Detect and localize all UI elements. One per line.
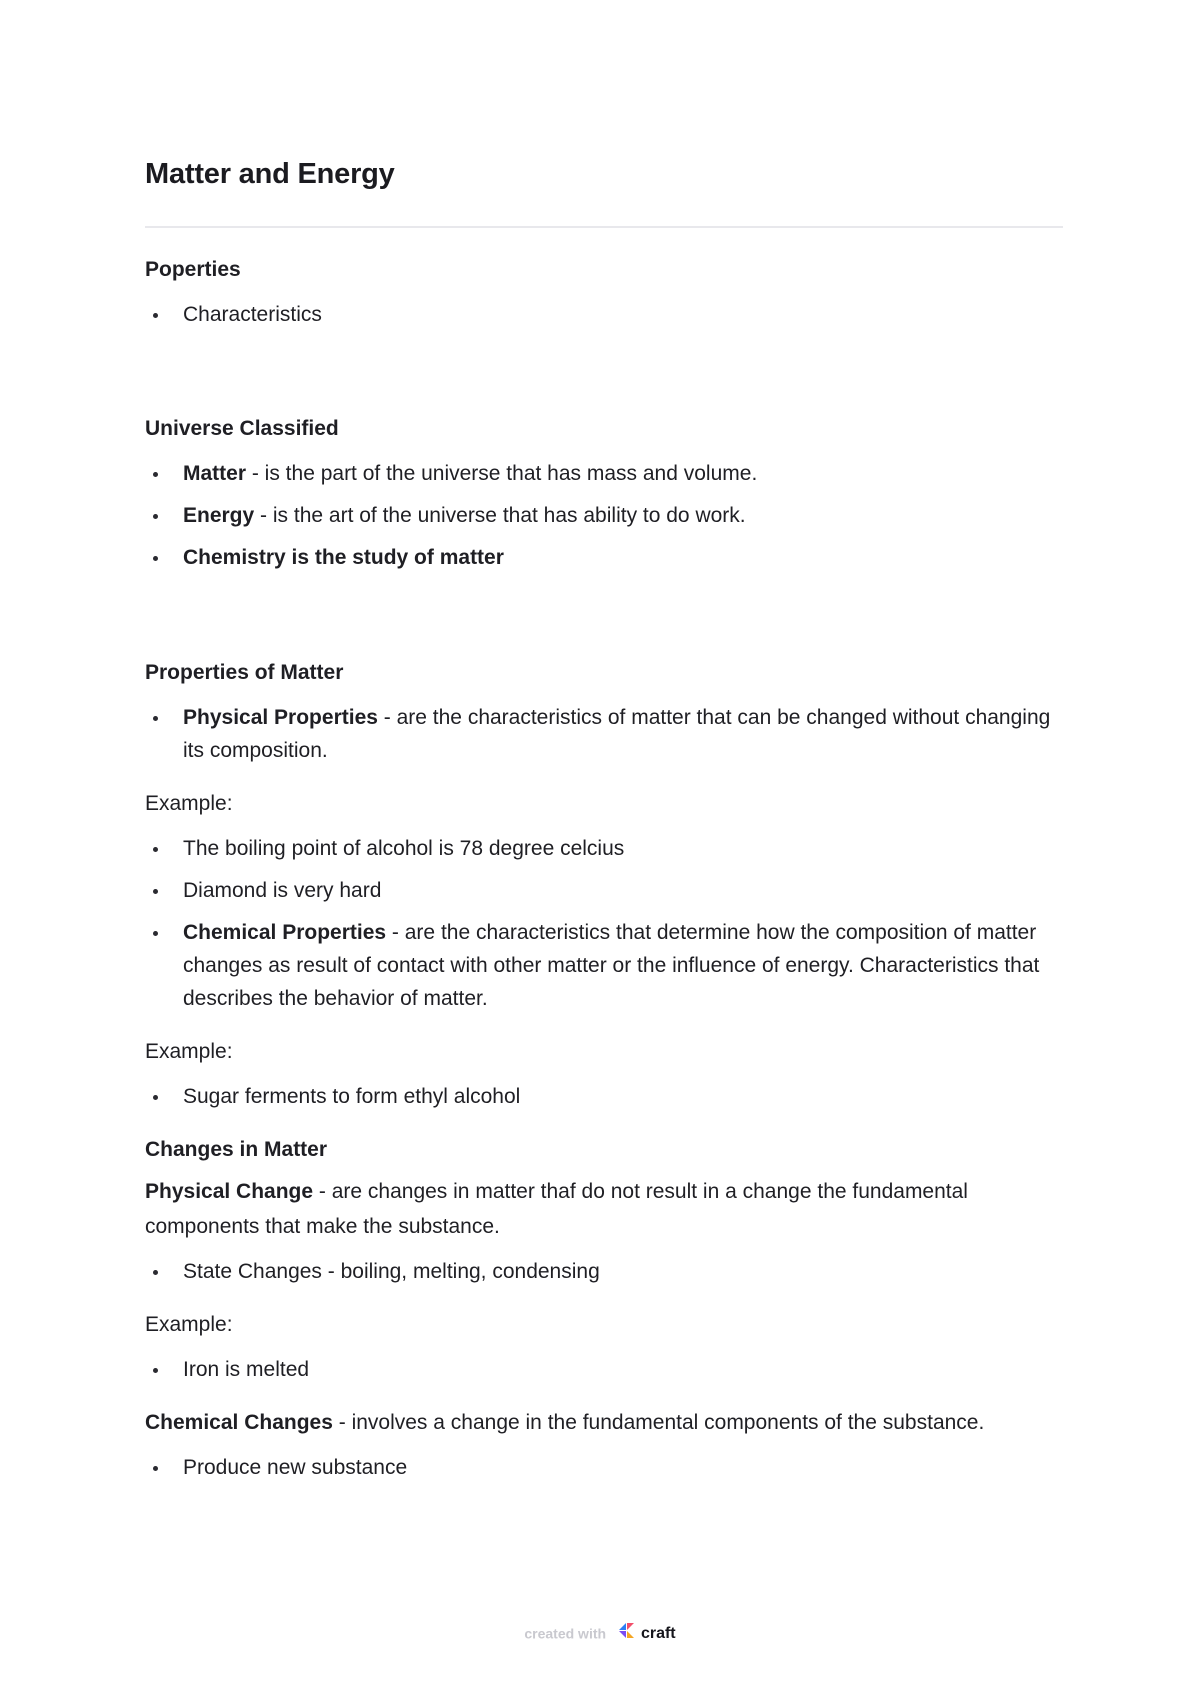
term-chemical-changes: Chemical Changes [145, 1411, 333, 1434]
bullet-icon [153, 1270, 158, 1275]
bullet-icon [153, 472, 158, 477]
list-item: Diamond is very hard [145, 874, 1063, 907]
chemical-changes-list [145, 1451, 1063, 1484]
chemical-changes-paragraph: Chemical Changes - involves a change in the fundamental components of the substance. [145, 1411, 985, 1434]
bullet-icon [153, 847, 158, 852]
state-changes-list [145, 1255, 1063, 1288]
list-item: State Changes - boiling, melting, condensing [145, 1255, 1063, 1288]
example-label: Example: [145, 1313, 233, 1336]
example-label: Example: [145, 1040, 233, 1063]
example-list [145, 1080, 1063, 1113]
list-item: Produce new substance [145, 1451, 1063, 1484]
bullet-icon [153, 1466, 158, 1471]
bullet-icon [153, 889, 158, 894]
section-universe [145, 414, 1063, 574]
physical-change-paragraph: Physical Change - are changes in matter thaf do not result in a change the fundamental components that make the substance. [145, 1180, 968, 1238]
example-list [145, 1353, 1063, 1386]
section-heading-universe: Universe Classified [145, 417, 339, 440]
section-properties [145, 255, 1063, 331]
list-item: Characteristics [145, 298, 1063, 331]
term-physical-change: Physical Change [145, 1180, 314, 1203]
example-list [145, 832, 1063, 1015]
bullet-icon [153, 1368, 158, 1373]
section-heading-properties: Poperties [145, 258, 241, 281]
document-page [145, 158, 1063, 1484]
physical-properties-list [145, 701, 1063, 767]
footer-lead-text: created with [524, 1625, 607, 1642]
bullet-icon [153, 931, 158, 936]
section-heading-properties-of-matter: Properties of Matter [145, 661, 344, 684]
list-item: Energy - is the art of the universe that has ability to do work. [145, 499, 1063, 532]
example-label: Example: [145, 792, 233, 815]
list-item: The boiling point of alcohol is 78 degree celcius [145, 832, 1063, 865]
bullet-icon [153, 313, 158, 318]
properties-list [145, 298, 1063, 331]
section-properties-of-matter [145, 658, 1063, 1113]
section-changes [145, 1135, 1063, 1484]
bullet-icon [153, 514, 158, 519]
title-divider [145, 226, 1063, 228]
list-item: Physical Properties - are the characteristics of matter that can be changed without changing its composition. [145, 701, 1063, 767]
term-chemical-properties: Chemical Properties [183, 921, 387, 944]
bullet-icon [153, 716, 158, 721]
chemistry-statement: Chemistry is the study of matter [183, 546, 504, 569]
footer-brand: craft [640, 1624, 676, 1642]
list-item: Iron is melted [145, 1353, 1063, 1386]
page-title: Matter and Energy [145, 158, 395, 190]
craft-logo-icon [616, 1622, 638, 1645]
section-heading-changes: Changes in Matter [145, 1138, 328, 1161]
list-item: Sugar ferments to form ethyl alcohol [145, 1080, 1063, 1113]
footer-watermark [0, 1622, 1200, 1645]
term-energy: Energy [183, 504, 255, 527]
term-matter: Matter [183, 462, 247, 485]
bullet-icon [153, 1095, 158, 1100]
bullet-icon [153, 556, 158, 561]
list-item: Matter - is the part of the universe that has mass and volume. [145, 457, 1063, 490]
list-item: Chemical Properties - are the characteristics that determine how the composition of matter changes as result of contact with other matter or the influence of energy. Characteristics that describes the behavior of matter. [145, 916, 1063, 1015]
term-physical-properties: Physical Properties [183, 706, 378, 729]
list-item [145, 541, 1063, 574]
universe-list [145, 457, 1063, 574]
